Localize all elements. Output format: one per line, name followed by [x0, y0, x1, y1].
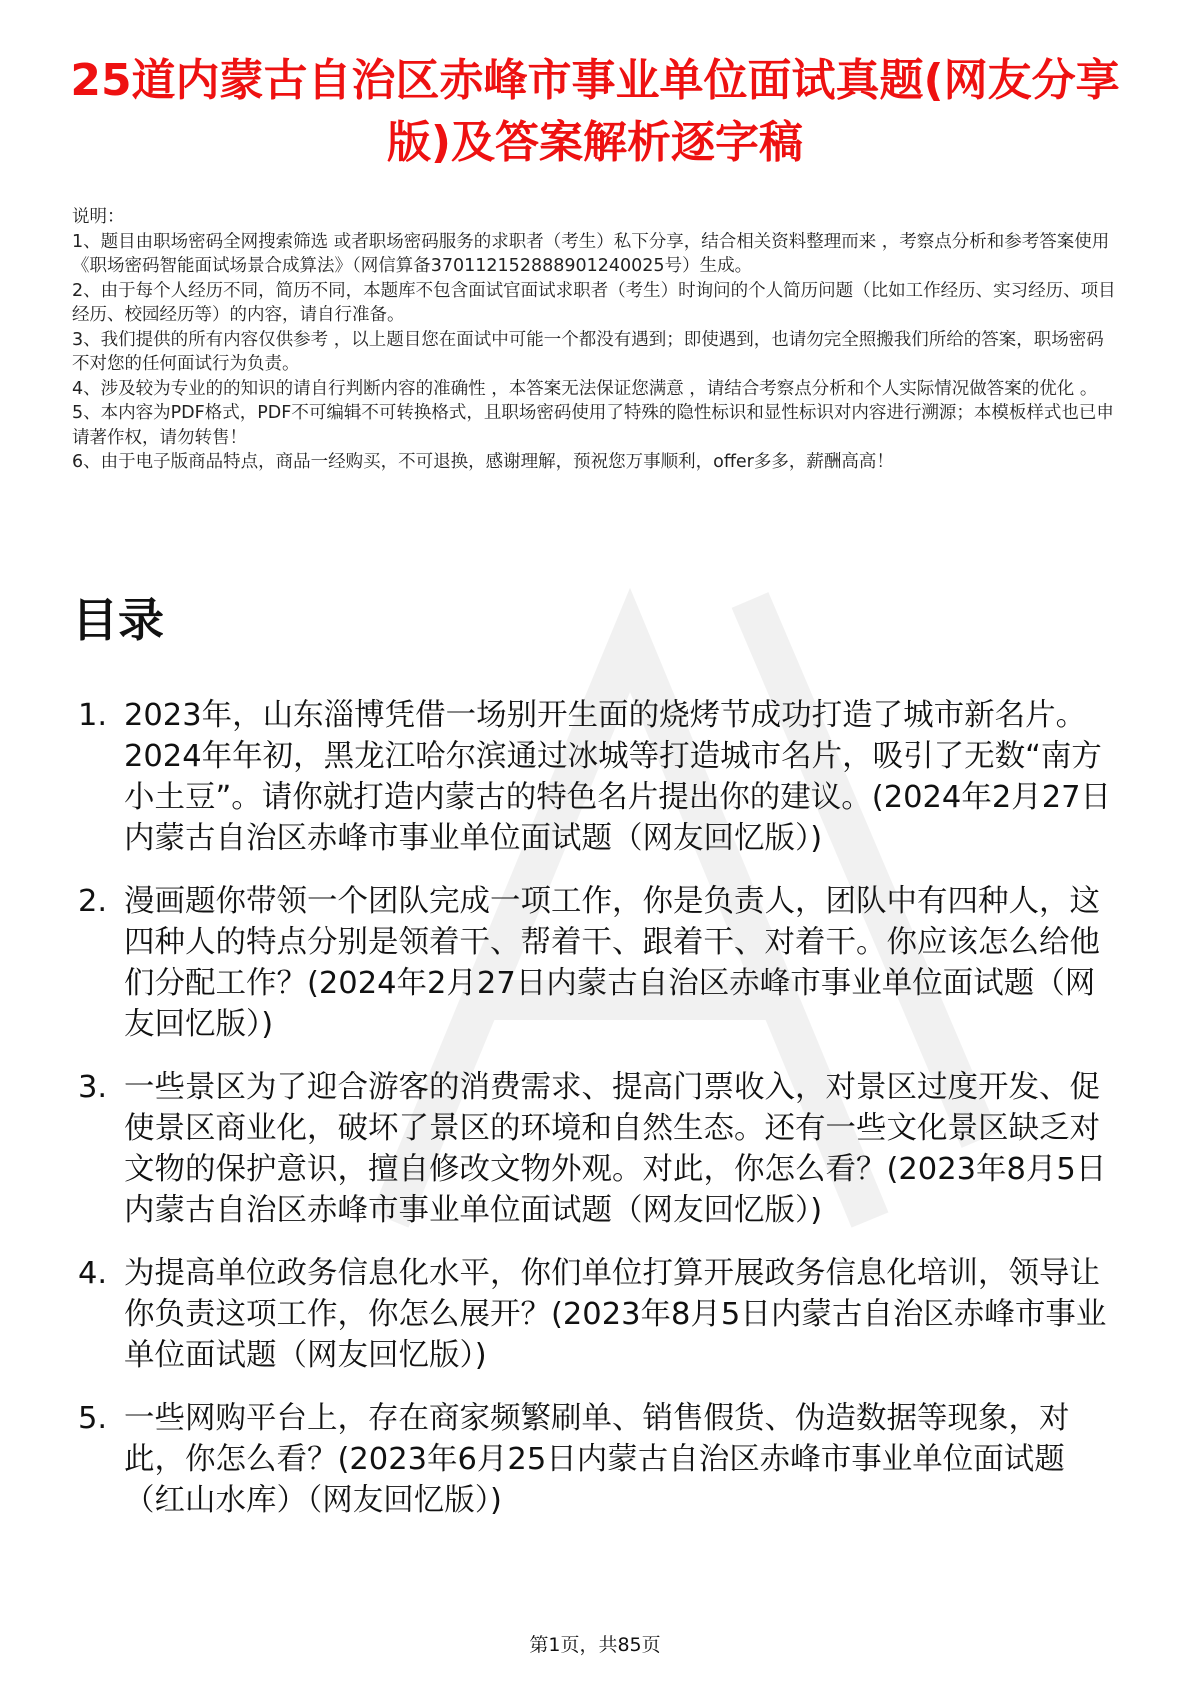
toc-list	[72, 695, 1120, 1543]
toc-item-number: 5.	[78, 1401, 108, 1436]
notes-item: 1、题目由职场密码全网搜索筛选 或者职场密码服务的求职者（考生）私下分享，结合相关资料整理而来 ，考察点分析和参考答案使用《职场密码智能面试场景合成算法》（网信算备370112152888901240025号）生成。	[72, 231, 1110, 276]
notes-item: 5、本内容为PDF格式，PDF不可编辑不可转换格式，且职场密码使用了特殊的隐性标识和显性标识对内容进行溯源；本模板样式也已申请著作权，请勿转售！	[72, 403, 1114, 448]
notes-item: 4、涉及较为专业的的知识的请自行判断内容的准确性 ，本答案无法保证您满意 ，请结合考察点分析和个人实际情况做答案的优化 。	[72, 378, 1098, 399]
notes-heading: 说明：	[72, 207, 125, 227]
toc-item-text: 2023年，山东淄博凭借一场别开生面的烧烤节成功打造了城市新名片。2024年年初，黑龙江哈尔滨通过冰城等打造城市名片，吸引了无数“南方小土豆”。请你就打造内蒙古的特色名片提出你的建议。(2024年2月27日内蒙古自治区赤峰市事业单位面试题（网友回忆版）)	[124, 698, 1112, 856]
toc-item-number: 1.	[78, 698, 108, 733]
notes-item: 2、由于每个人经历不同，简历不同，本题库不包含面试官面试求职者（考生）时询问的个人简历问题（比如工作经历、实习经历、项目经历、校园经历等）的内容，请自行准备。	[72, 280, 1116, 325]
toc-item-number: 3.	[78, 1070, 108, 1105]
notes-item: 6、由于电子版商品特点，商品一经购买，不可退换，感谢理解，预祝您万事顺利，offer多多，薪酬高高！	[72, 452, 894, 472]
toc-item-text: 漫画题你带领一个团队完成一项工作，你是负责人，团队中有四种人，这四种人的特点分别是领着干、帮着干、跟着干、对着干。你应该怎么给他们分配工作？(2024年2月27日内蒙古自治区赤峰市事业单位面试题（网友回忆版）)	[124, 884, 1100, 1042]
toc-item[interactable]	[72, 1398, 1120, 1521]
toc-item[interactable]	[72, 881, 1120, 1045]
toc-item-text: 一些网购平台上，存在商家频繁刷单、销售假货、伪造数据等现象，对此，你怎么看？(2023年6月25日内蒙古自治区赤峰市事业单位面试题（红山水库）（网友回忆版）)	[124, 1401, 1070, 1518]
toc-item-text: 为提高单位政务信息化水平，你们单位打算开展政务信息化培训，领导让你负责这项工作，你怎么展开？(2023年8月5日内蒙古自治区赤峰市事业单位面试题（网友回忆版）)	[124, 1256, 1107, 1373]
toc-item[interactable]	[72, 695, 1120, 859]
toc-item-number: 2.	[78, 884, 108, 919]
document-title: 25道内蒙古自治区赤峰市事业单位面试真题(网友分享版)及答案解析逐字稿	[70, 55, 1120, 168]
notes-item: 3、我们提供的所有内容仅供参考 ，以上题目您在面试中可能一个都没有遇到；即使遇到，也请勿完全照搬我们所给的答案，职场密码不对您的任何面试行为负责。	[72, 329, 1104, 374]
toc-item-number: 4.	[78, 1256, 108, 1291]
toc-item[interactable]	[72, 1253, 1120, 1376]
notes-section	[72, 205, 1120, 475]
toc-item[interactable]	[72, 1067, 1120, 1231]
page-footer: 第1页，共85页	[529, 1634, 661, 1656]
toc-heading: 目录	[72, 593, 164, 647]
toc-item-text: 一些景区为了迎合游客的消费需求、提高门票收入，对景区过度开发、促使景区商业化，破坏了景区的环境和自然生态。还有一些文化景区缺乏对文物的保护意识，擅自修改文物外观。对此，你怎么看？(2023年8月5日内蒙古自治区赤峰市事业单位面试题（网友回忆版）)	[124, 1070, 1107, 1228]
